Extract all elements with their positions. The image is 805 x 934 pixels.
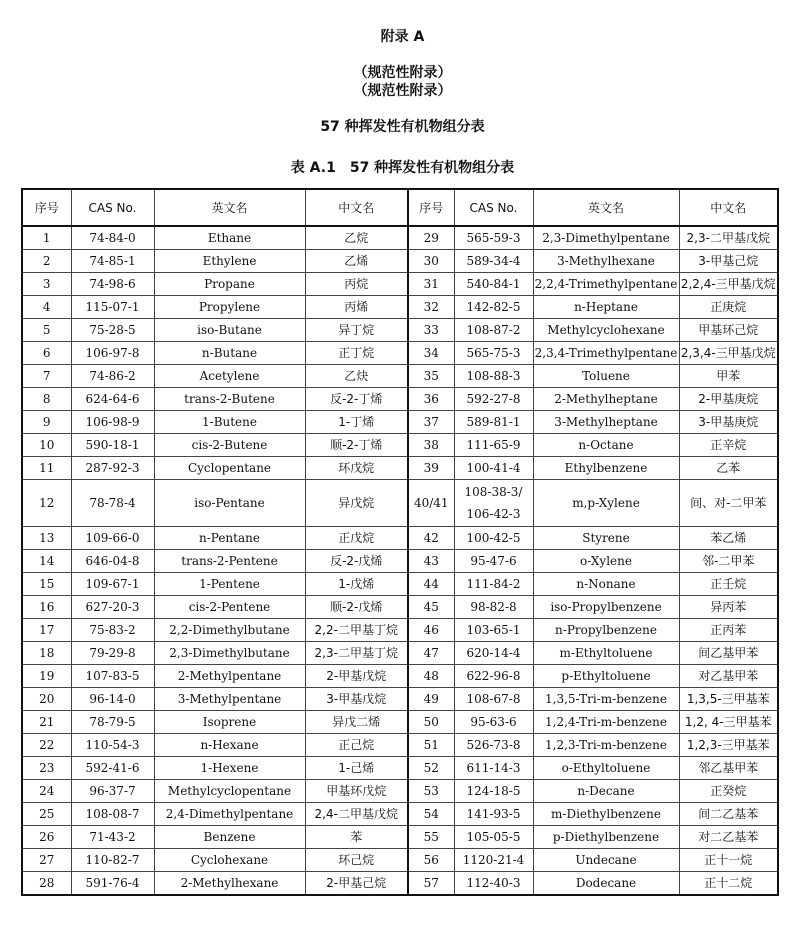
table-row bbox=[22, 550, 778, 573]
chinese-name-cell: 3-甲基己烷 bbox=[679, 250, 778, 273]
cas-number-cell: 109-67-1 bbox=[71, 573, 154, 596]
cas-number-cell: 565-59-3 bbox=[454, 226, 533, 250]
index-cell: 19 bbox=[22, 665, 71, 688]
cas-number-cell: 124-18-5 bbox=[454, 780, 533, 803]
index-cell: 57 bbox=[408, 872, 454, 896]
chinese-name-cell: 3-甲基庚烷 bbox=[679, 411, 778, 434]
chinese-name-cell: 乙炔 bbox=[305, 365, 408, 388]
chinese-name-cell: 甲基环戊烷 bbox=[305, 780, 408, 803]
cas-number-cell: 646-04-8 bbox=[71, 550, 154, 573]
table-row bbox=[22, 757, 778, 780]
english-name-cell: Propylene bbox=[154, 296, 305, 319]
header-cell: 中文名 bbox=[305, 189, 408, 226]
table-row bbox=[22, 665, 778, 688]
chinese-name-cell: 2-甲基己烷 bbox=[305, 872, 408, 896]
chinese-name-cell: 1-戊烯 bbox=[305, 573, 408, 596]
index-cell: 13 bbox=[22, 527, 71, 550]
cas-number-cell: 110-82-7 bbox=[71, 849, 154, 872]
english-name-cell: 2,4-Dimethylpentane bbox=[154, 803, 305, 826]
english-name-cell: cis-2-Butene bbox=[154, 434, 305, 457]
cas-number-cell: 98-82-8 bbox=[454, 596, 533, 619]
chinese-name-cell: 正己烷 bbox=[305, 734, 408, 757]
index-cell: 54 bbox=[408, 803, 454, 826]
index-cell: 44 bbox=[408, 573, 454, 596]
cas-number-cell: 611-14-3 bbox=[454, 757, 533, 780]
english-name-cell: 2,3-Dimethylpentane bbox=[533, 226, 679, 250]
table-header-row bbox=[22, 189, 778, 226]
index-cell: 18 bbox=[22, 642, 71, 665]
index-cell: 8 bbox=[22, 388, 71, 411]
normative-note: （规范性附录） bbox=[353, 83, 452, 99]
english-name-cell: Benzene bbox=[154, 826, 305, 849]
english-name-cell: n-Butane bbox=[154, 342, 305, 365]
table-row bbox=[22, 780, 778, 803]
chinese-name-cell: 正辛烷 bbox=[679, 434, 778, 457]
english-name-cell: cis-2-Pentene bbox=[154, 596, 305, 619]
index-cell: 9 bbox=[22, 411, 71, 434]
english-name-cell: Ethane bbox=[154, 226, 305, 250]
english-name-cell: m-Ethyltoluene bbox=[533, 642, 679, 665]
chinese-name-cell: 环己烷 bbox=[305, 849, 408, 872]
english-name-cell: Dodecane bbox=[533, 872, 679, 896]
table-row bbox=[22, 688, 778, 711]
english-name-cell: Methylcyclohexane bbox=[533, 319, 679, 342]
chinese-name-cell: 1-己烯 bbox=[305, 757, 408, 780]
english-name-cell: 2-Methylheptane bbox=[533, 388, 679, 411]
cas-number-cell: 624-64-6 bbox=[71, 388, 154, 411]
index-cell: 38 bbox=[408, 434, 454, 457]
table-row bbox=[22, 365, 778, 388]
cas-number-cell: 591-76-4 bbox=[71, 872, 154, 896]
english-name-cell: n-Pentane bbox=[154, 527, 305, 550]
chinese-name-cell: 2,3-二甲基戊烷 bbox=[679, 226, 778, 250]
english-name-cell: n-Heptane bbox=[533, 296, 679, 319]
chinese-name-cell: 2,2,4-三甲基戊烷 bbox=[679, 273, 778, 296]
normative-note: （规范性附录） bbox=[353, 65, 452, 81]
cas-number-cell: 142-82-5 bbox=[454, 296, 533, 319]
chinese-name-cell: 1,2,3-三甲基苯 bbox=[679, 734, 778, 757]
chinese-name-cell: 异戊烷 bbox=[305, 480, 408, 527]
english-name-cell: 3-Methylhexane bbox=[533, 250, 679, 273]
english-name-cell: Propane bbox=[154, 273, 305, 296]
cas-number-cell: 107-83-5 bbox=[71, 665, 154, 688]
cas-number-cell: 590-18-1 bbox=[71, 434, 154, 457]
index-cell: 55 bbox=[408, 826, 454, 849]
cas-number-cell: 141-93-5 bbox=[454, 803, 533, 826]
index-cell: 29 bbox=[408, 226, 454, 250]
index-cell: 15 bbox=[22, 573, 71, 596]
chinese-name-cell: 邻-二甲苯 bbox=[679, 550, 778, 573]
index-cell: 40/41 bbox=[408, 480, 454, 527]
index-cell: 24 bbox=[22, 780, 71, 803]
english-name-cell: Acetylene bbox=[154, 365, 305, 388]
cas-number-cell: 526-73-8 bbox=[454, 734, 533, 757]
english-name-cell: p-Diethylbenzene bbox=[533, 826, 679, 849]
header-cell: CAS No. bbox=[71, 189, 154, 226]
english-name-cell: 2,2-Dimethylbutane bbox=[154, 619, 305, 642]
header-cell: CAS No. bbox=[454, 189, 533, 226]
index-cell: 56 bbox=[408, 849, 454, 872]
chinese-name-cell: 1-丁烯 bbox=[305, 411, 408, 434]
chinese-name-cell: 异丁烷 bbox=[305, 319, 408, 342]
chinese-name-cell: 2-甲基戊烷 bbox=[305, 665, 408, 688]
table-row bbox=[22, 226, 778, 250]
cas-number-cell: 96-14-0 bbox=[71, 688, 154, 711]
chinese-name-cell: 乙烯 bbox=[305, 250, 408, 273]
chinese-name-cell: 正丁烷 bbox=[305, 342, 408, 365]
chinese-name-cell: 反-2-戊烯 bbox=[305, 550, 408, 573]
english-name-cell: trans-2-Butene bbox=[154, 388, 305, 411]
english-name-cell: 2,3-Dimethylbutane bbox=[154, 642, 305, 665]
chinese-name-cell: 反-2-丁烯 bbox=[305, 388, 408, 411]
chinese-name-cell: 2,2-二甲基丁烷 bbox=[305, 619, 408, 642]
english-name-cell: n-Decane bbox=[533, 780, 679, 803]
cas-number-cell: 111-84-2 bbox=[454, 573, 533, 596]
index-cell: 23 bbox=[22, 757, 71, 780]
english-name-cell: n-Propylbenzene bbox=[533, 619, 679, 642]
index-cell: 17 bbox=[22, 619, 71, 642]
chinese-name-cell: 2,3,4-三甲基戊烷 bbox=[679, 342, 778, 365]
index-cell: 30 bbox=[408, 250, 454, 273]
chinese-name-cell: 间、对-二甲苯 bbox=[679, 480, 778, 527]
index-cell: 25 bbox=[22, 803, 71, 826]
index-cell: 48 bbox=[408, 665, 454, 688]
chinese-name-cell: 间二乙基苯 bbox=[679, 803, 778, 826]
english-name-cell: Toluene bbox=[533, 365, 679, 388]
table-row bbox=[22, 642, 778, 665]
index-cell: 10 bbox=[22, 434, 71, 457]
cas-number-cell: 75-28-5 bbox=[71, 319, 154, 342]
cas-number-cell: 78-79-5 bbox=[71, 711, 154, 734]
index-cell: 32 bbox=[408, 296, 454, 319]
cas-number-cell: 108-67-8 bbox=[454, 688, 533, 711]
cas-number-cell: 108-87-2 bbox=[454, 319, 533, 342]
index-cell: 45 bbox=[408, 596, 454, 619]
index-cell: 16 bbox=[22, 596, 71, 619]
chinese-name-cell: 2,3-二甲基丁烷 bbox=[305, 642, 408, 665]
table-row bbox=[22, 296, 778, 319]
chinese-name-cell: 正戊烷 bbox=[305, 527, 408, 550]
chinese-name-cell: 环戊烷 bbox=[305, 457, 408, 480]
table-row bbox=[22, 319, 778, 342]
english-name-cell: 1,2,4-Tri-m-benzene bbox=[533, 711, 679, 734]
chinese-name-cell: 2-甲基庚烷 bbox=[679, 388, 778, 411]
english-name-cell: 1,3,5-Tri-m-benzene bbox=[533, 688, 679, 711]
header-cell: 序号 bbox=[408, 189, 454, 226]
index-cell: 12 bbox=[22, 480, 71, 527]
index-cell: 43 bbox=[408, 550, 454, 573]
chinese-name-cell: 苯 bbox=[305, 826, 408, 849]
table-row bbox=[22, 596, 778, 619]
index-cell: 3 bbox=[22, 273, 71, 296]
english-name-cell: 2,3,4-Trimethylpentane bbox=[533, 342, 679, 365]
index-cell: 36 bbox=[408, 388, 454, 411]
index-cell: 11 bbox=[22, 457, 71, 480]
index-cell: 37 bbox=[408, 411, 454, 434]
english-name-cell: 2-Methylhexane bbox=[154, 872, 305, 896]
table-row bbox=[22, 734, 778, 757]
index-cell: 2 bbox=[22, 250, 71, 273]
cas-number-cell: 620-14-4 bbox=[454, 642, 533, 665]
chinese-name-cell: 异戊二烯 bbox=[305, 711, 408, 734]
cas-number-cell: 108-08-7 bbox=[71, 803, 154, 826]
english-name-cell: m,p-Xylene bbox=[533, 480, 679, 527]
cas-number-cell: 115-07-1 bbox=[71, 296, 154, 319]
cas-number-cell: 106-98-9 bbox=[71, 411, 154, 434]
english-name-cell: Cyclopentane bbox=[154, 457, 305, 480]
english-name-cell: n-Nonane bbox=[533, 573, 679, 596]
english-name-cell: Ethylene bbox=[154, 250, 305, 273]
index-cell: 7 bbox=[22, 365, 71, 388]
index-cell: 4 bbox=[22, 296, 71, 319]
cas-number-cell: 589-34-4 bbox=[454, 250, 533, 273]
cas-number-cell: 79-29-8 bbox=[71, 642, 154, 665]
table-caption bbox=[0, 157, 805, 177]
english-name-cell: 1-Pentene bbox=[154, 573, 305, 596]
index-cell: 14 bbox=[22, 550, 71, 573]
english-name-cell: Styrene bbox=[533, 527, 679, 550]
appendix-title: 附录 A bbox=[380, 29, 425, 45]
index-cell: 28 bbox=[22, 872, 71, 896]
index-cell: 42 bbox=[408, 527, 454, 550]
chinese-name-cell: 2,4-二甲基戊烷 bbox=[305, 803, 408, 826]
cas-number-cell: 110-54-3 bbox=[71, 734, 154, 757]
cas-number-cell: 592-27-8 bbox=[454, 388, 533, 411]
english-name-cell: Ethylbenzene bbox=[533, 457, 679, 480]
header-cell: 序号 bbox=[22, 189, 71, 226]
table-row bbox=[22, 250, 778, 273]
table-row bbox=[22, 826, 778, 849]
table-row bbox=[22, 411, 778, 434]
index-cell: 50 bbox=[408, 711, 454, 734]
index-cell: 6 bbox=[22, 342, 71, 365]
cas-number-cell: 540-84-1 bbox=[454, 273, 533, 296]
english-name-cell: 1-Hexene bbox=[154, 757, 305, 780]
chinese-name-cell: 1,3,5-三甲基苯 bbox=[679, 688, 778, 711]
table-row bbox=[22, 273, 778, 296]
table-caption-text: 57 种挥发性有机物组分表 bbox=[349, 160, 515, 176]
index-cell: 51 bbox=[408, 734, 454, 757]
table-row bbox=[22, 480, 778, 527]
index-cell: 26 bbox=[22, 826, 71, 849]
index-cell: 34 bbox=[408, 342, 454, 365]
index-cell: 53 bbox=[408, 780, 454, 803]
cas-number-cell: 100-42-5 bbox=[454, 527, 533, 550]
chinese-name-cell: 3-甲基戊烷 bbox=[305, 688, 408, 711]
chinese-name-cell: 对乙基甲苯 bbox=[679, 665, 778, 688]
chinese-name-cell: 乙苯 bbox=[679, 457, 778, 480]
chinese-name-cell: 间乙基甲苯 bbox=[679, 642, 778, 665]
cas-number-cell: 111-65-9 bbox=[454, 434, 533, 457]
english-name-cell: 1,2,3-Tri-m-benzene bbox=[533, 734, 679, 757]
chinese-name-cell: 丙烯 bbox=[305, 296, 408, 319]
cas-number-cell: 589-81-1 bbox=[454, 411, 533, 434]
cas-number-cell: 100-41-4 bbox=[454, 457, 533, 480]
cas-number-cell: 565-75-3 bbox=[454, 342, 533, 365]
english-name-cell: Isoprene bbox=[154, 711, 305, 734]
document-title: 57 种挥发性有机物组分表 bbox=[320, 119, 485, 135]
table-caption-number: 表 A.1 bbox=[290, 160, 336, 176]
cas-number-cell: 108-38-3/ 106-42-3 bbox=[454, 480, 533, 527]
index-cell: 39 bbox=[408, 457, 454, 480]
cas-number-cell: 112-40-3 bbox=[454, 872, 533, 896]
chinese-name-cell: 对二乙基苯 bbox=[679, 826, 778, 849]
voc-component-table bbox=[21, 188, 779, 896]
english-name-cell: p-Ethyltoluene bbox=[533, 665, 679, 688]
chinese-name-cell: 顺-2-丁烯 bbox=[305, 434, 408, 457]
index-cell: 22 bbox=[22, 734, 71, 757]
cas-number-cell: 622-96-8 bbox=[454, 665, 533, 688]
cas-number-cell: 78-78-4 bbox=[71, 480, 154, 527]
cas-number-cell: 95-63-6 bbox=[454, 711, 533, 734]
table-row bbox=[22, 573, 778, 596]
chinese-name-cell: 正十一烷 bbox=[679, 849, 778, 872]
cas-number-cell: 592-41-6 bbox=[71, 757, 154, 780]
chinese-name-cell: 异丙苯 bbox=[679, 596, 778, 619]
table-row bbox=[22, 872, 778, 896]
chinese-name-cell: 甲苯 bbox=[679, 365, 778, 388]
table-row bbox=[22, 457, 778, 480]
index-cell: 21 bbox=[22, 711, 71, 734]
english-name-cell: n-Octane bbox=[533, 434, 679, 457]
english-name-cell: iso-Pentane bbox=[154, 480, 305, 527]
cas-number-cell: 71-43-2 bbox=[71, 826, 154, 849]
chinese-name-cell: 正癸烷 bbox=[679, 780, 778, 803]
chinese-name-cell: 正丙苯 bbox=[679, 619, 778, 642]
english-name-cell: 1-Butene bbox=[154, 411, 305, 434]
index-cell: 1 bbox=[22, 226, 71, 250]
english-name-cell: Cyclohexane bbox=[154, 849, 305, 872]
table-row bbox=[22, 711, 778, 734]
index-cell: 52 bbox=[408, 757, 454, 780]
cas-number-cell: 108-88-3 bbox=[454, 365, 533, 388]
english-name-cell: o-Ethyltoluene bbox=[533, 757, 679, 780]
table-row bbox=[22, 388, 778, 411]
index-cell: 49 bbox=[408, 688, 454, 711]
table-row bbox=[22, 619, 778, 642]
chinese-name-cell: 苯乙烯 bbox=[679, 527, 778, 550]
index-cell: 35 bbox=[408, 365, 454, 388]
chinese-name-cell: 邻乙基甲苯 bbox=[679, 757, 778, 780]
chinese-name-cell: 正壬烷 bbox=[679, 573, 778, 596]
english-name-cell: Methylcyclopentane bbox=[154, 780, 305, 803]
cas-number-cell: 74-85-1 bbox=[71, 250, 154, 273]
cas-number-cell: 75-83-2 bbox=[71, 619, 154, 642]
table-row bbox=[22, 527, 778, 550]
index-cell: 47 bbox=[408, 642, 454, 665]
chinese-name-cell: 正十二烷 bbox=[679, 872, 778, 896]
chinese-name-cell: 甲基环己烷 bbox=[679, 319, 778, 342]
index-cell: 46 bbox=[408, 619, 454, 642]
chinese-name-cell: 顺-2-戊烯 bbox=[305, 596, 408, 619]
cas-number-cell: 74-86-2 bbox=[71, 365, 154, 388]
header-cell: 英文名 bbox=[533, 189, 679, 226]
english-name-cell: 2-Methylpentane bbox=[154, 665, 305, 688]
chinese-name-cell: 1,2, 4-三甲基苯 bbox=[679, 711, 778, 734]
english-name-cell: iso-Propylbenzene bbox=[533, 596, 679, 619]
english-name-cell: o-Xylene bbox=[533, 550, 679, 573]
header-cell: 中文名 bbox=[679, 189, 778, 226]
english-name-cell: n-Hexane bbox=[154, 734, 305, 757]
cas-number-cell: 109-66-0 bbox=[71, 527, 154, 550]
cas-number-cell: 627-20-3 bbox=[71, 596, 154, 619]
index-cell: 27 bbox=[22, 849, 71, 872]
cas-number-cell: 95-47-6 bbox=[454, 550, 533, 573]
index-cell: 33 bbox=[408, 319, 454, 342]
english-name-cell: iso-Butane bbox=[154, 319, 305, 342]
cas-number-cell: 106-97-8 bbox=[71, 342, 154, 365]
header-cell: 英文名 bbox=[154, 189, 305, 226]
index-cell: 20 bbox=[22, 688, 71, 711]
english-name-cell: m-Diethylbenzene bbox=[533, 803, 679, 826]
english-name-cell: 2,2,4-Trimethylpentane bbox=[533, 273, 679, 296]
cas-number-cell: 287-92-3 bbox=[71, 457, 154, 480]
cas-number-cell: 105-05-5 bbox=[454, 826, 533, 849]
english-name-cell: Undecane bbox=[533, 849, 679, 872]
cas-number-cell: 96-37-7 bbox=[71, 780, 154, 803]
cas-number-cell: 1120-21-4 bbox=[454, 849, 533, 872]
chinese-name-cell: 丙烷 bbox=[305, 273, 408, 296]
index-cell: 5 bbox=[22, 319, 71, 342]
table-row bbox=[22, 803, 778, 826]
cas-number-cell: 103-65-1 bbox=[454, 619, 533, 642]
cas-number-cell: 74-84-0 bbox=[71, 226, 154, 250]
cas-number-cell: 74-98-6 bbox=[71, 273, 154, 296]
table-row bbox=[22, 342, 778, 365]
english-name-cell: 3-Methylheptane bbox=[533, 411, 679, 434]
english-name-cell: 3-Methylpentane bbox=[154, 688, 305, 711]
chinese-name-cell: 乙烷 bbox=[305, 226, 408, 250]
table-row bbox=[22, 434, 778, 457]
table-row bbox=[22, 849, 778, 872]
index-cell: 31 bbox=[408, 273, 454, 296]
chinese-name-cell: 正庚烷 bbox=[679, 296, 778, 319]
english-name-cell: trans-2-Pentene bbox=[154, 550, 305, 573]
